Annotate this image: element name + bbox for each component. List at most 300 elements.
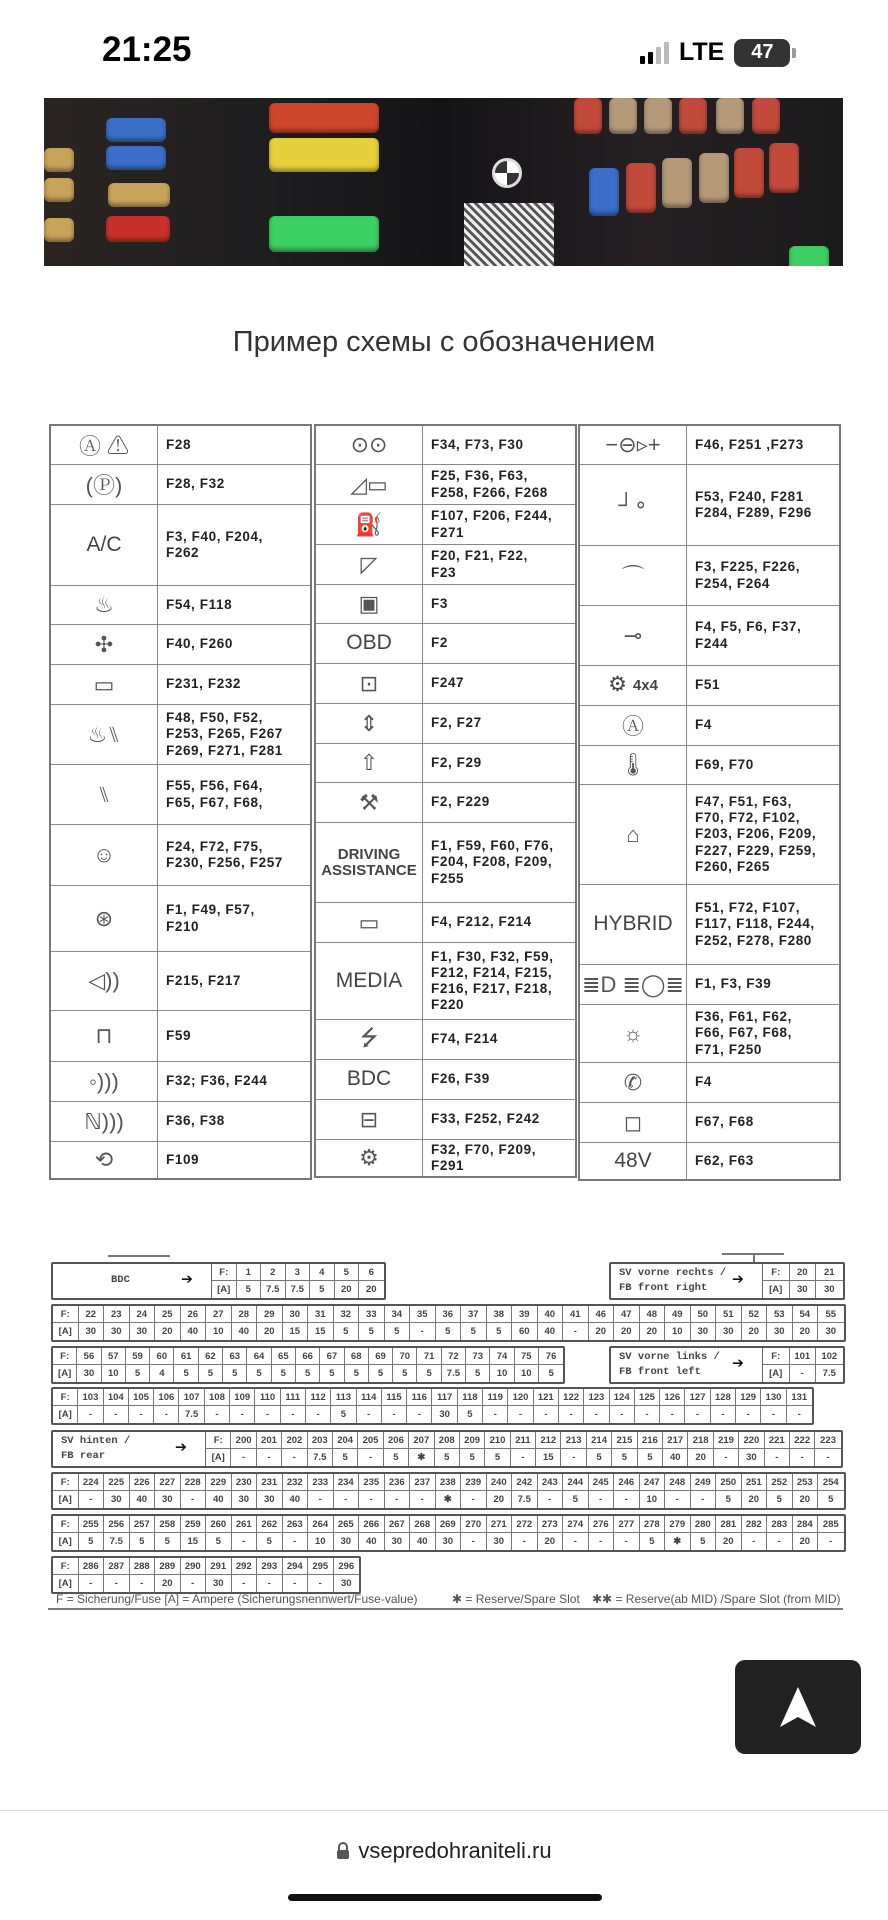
bmw-logo-icon bbox=[492, 158, 522, 188]
fuse-number: 63 bbox=[223, 1348, 246, 1365]
fuse-number: 236 bbox=[385, 1474, 410, 1491]
fuse-ampere: ✱ bbox=[443, 1494, 452, 1505]
fuse-block-sv-front-right bbox=[609, 1262, 845, 1300]
fuse-ampere: 15 bbox=[187, 1536, 199, 1547]
fuse-ampere: 5 bbox=[232, 1368, 238, 1379]
rear-defrost-icon: ▭ bbox=[93, 671, 115, 697]
fuse-column bbox=[257, 1558, 283, 1592]
fuse-number-label: F: bbox=[763, 1348, 789, 1365]
fuse-ampere: - bbox=[164, 1409, 168, 1420]
fuse-column bbox=[179, 1389, 204, 1423]
fuse-number: 242 bbox=[512, 1474, 537, 1491]
fuse-column bbox=[385, 1516, 411, 1550]
fuse-column bbox=[487, 1516, 513, 1550]
legend-row bbox=[316, 1140, 575, 1176]
fuse-ampere: 5 bbox=[183, 1368, 189, 1379]
rearview-mirror-icon: ⊓ bbox=[95, 1023, 113, 1048]
legend-symbol bbox=[51, 705, 158, 764]
block-name: SV vorne rechts / FB front right bbox=[619, 1266, 727, 1294]
legend-row bbox=[51, 952, 310, 1011]
divider bbox=[753, 1253, 755, 1262]
fuse-number: 210 bbox=[485, 1432, 509, 1449]
fuse-column bbox=[308, 1306, 334, 1340]
fuse-number: 101 bbox=[790, 1348, 816, 1365]
fuse-shape bbox=[44, 148, 74, 172]
fuse-column bbox=[283, 1306, 309, 1340]
fuse-header-column bbox=[53, 1558, 79, 1592]
legend-row bbox=[51, 1142, 310, 1178]
fuse-ampere: - bbox=[594, 1409, 598, 1420]
fuse-ampere: 5 bbox=[319, 1284, 325, 1295]
legend-row bbox=[316, 943, 575, 1020]
fuse-ampere: 5 bbox=[467, 1409, 473, 1420]
fuse-number: 33 bbox=[359, 1306, 384, 1323]
legend-symbol bbox=[316, 1020, 423, 1059]
fuse-shape bbox=[752, 98, 780, 134]
fuse-column bbox=[79, 1558, 105, 1592]
fuse-ampere: 5 bbox=[647, 1452, 653, 1463]
fuse-ampere: - bbox=[544, 1409, 548, 1420]
fuse-column bbox=[154, 1389, 179, 1423]
legend-fuse-list: F231, F232 bbox=[166, 676, 242, 692]
fuse-number: 212 bbox=[536, 1432, 560, 1449]
fuse-column bbox=[306, 1389, 331, 1423]
fuse-ampere: 40 bbox=[136, 1494, 148, 1505]
legend-fuse-list: F26, F39 bbox=[431, 1071, 490, 1087]
legend-row bbox=[580, 426, 839, 465]
fuse-ampere: 20 bbox=[365, 1284, 377, 1295]
fuse-ampere: 5 bbox=[377, 1368, 384, 1379]
fuse-ampere: 5 bbox=[266, 1536, 272, 1547]
legend-symbol bbox=[51, 586, 158, 624]
fuse-ampere: 5 bbox=[572, 1494, 578, 1505]
fuse-ampere: - bbox=[670, 1409, 674, 1420]
fuse-ampere: 30 bbox=[340, 1578, 352, 1589]
legend-symbol bbox=[51, 665, 158, 704]
fuse-column bbox=[310, 1264, 335, 1298]
fuse-header-column bbox=[53, 1516, 79, 1550]
legend-symbol bbox=[51, 825, 158, 885]
fuse-number: 115 bbox=[382, 1389, 406, 1406]
fuse-column bbox=[538, 1474, 564, 1508]
fuse-number: 281 bbox=[716, 1516, 741, 1533]
fuse-ampere: - bbox=[826, 1452, 830, 1463]
legend-symbol bbox=[316, 1100, 423, 1139]
fuse-ampere: - bbox=[752, 1536, 756, 1547]
fuse-column bbox=[563, 1306, 589, 1340]
fuse-ampere: 20 bbox=[595, 1326, 607, 1337]
fuse-ampere: 30 bbox=[136, 1326, 148, 1337]
fuse-number: 276 bbox=[589, 1516, 614, 1533]
fuse-column bbox=[685, 1389, 710, 1423]
socket-plug-icon: −⊖▹+ bbox=[605, 432, 661, 457]
fuse-ampere: - bbox=[521, 1452, 525, 1463]
fuse-column bbox=[79, 1474, 105, 1508]
fuse-shape bbox=[644, 98, 672, 134]
fuse-number: 205 bbox=[358, 1432, 382, 1449]
legend-row bbox=[316, 783, 575, 823]
legend-fuse-list: F55, F56, F64, F65, F67, F68, bbox=[166, 778, 263, 810]
fuse-shape bbox=[609, 98, 637, 134]
fuse-column bbox=[272, 1348, 296, 1382]
fuse-ampere: 7.5 bbox=[266, 1284, 280, 1295]
fuse-ampere: 30 bbox=[161, 1494, 173, 1505]
fuse-column bbox=[490, 1348, 514, 1382]
fuse-column bbox=[155, 1306, 181, 1340]
fuse-column bbox=[384, 1432, 409, 1466]
fuse-ampere: - bbox=[240, 1409, 244, 1420]
legend-symbol bbox=[316, 1060, 423, 1099]
image-caption: Пример схемы с обозначением bbox=[232, 326, 656, 358]
fuse-column bbox=[223, 1348, 247, 1382]
fuse-number: 67 bbox=[320, 1348, 343, 1365]
keyless-signal-icon: ◦))) bbox=[89, 1068, 119, 1094]
fuse-number: 296 bbox=[334, 1558, 360, 1575]
fuse-ampere: 30 bbox=[825, 1326, 837, 1337]
fuse-ampere: 30 bbox=[722, 1326, 734, 1337]
fuse-column bbox=[640, 1306, 666, 1340]
fuse-ampere: 5 bbox=[402, 1368, 408, 1379]
fuse-ampere: - bbox=[777, 1536, 781, 1547]
fuse-ampere: - bbox=[829, 1536, 833, 1547]
fuse-column bbox=[663, 1432, 688, 1466]
nfc-icon: ℕ))) bbox=[84, 1108, 124, 1134]
fuse-ampere: - bbox=[369, 1494, 373, 1505]
fuse-number: 108 bbox=[205, 1389, 229, 1406]
ampere-label: [A] bbox=[58, 1409, 72, 1420]
legend-fuse-list: F2 bbox=[431, 635, 448, 651]
fuse-ampere: 20 bbox=[161, 1578, 173, 1589]
fuse-number: 266 bbox=[359, 1516, 384, 1533]
legend-fuse-list: F28, F32 bbox=[166, 476, 225, 492]
legend-fuse-list: F74, F214 bbox=[431, 1031, 498, 1047]
fuse-column bbox=[257, 1432, 282, 1466]
fuse-ampere: 4 bbox=[159, 1368, 165, 1379]
fuse-ampere: - bbox=[645, 1409, 649, 1420]
fuse-number: 256 bbox=[104, 1516, 129, 1533]
fuse-number: 35 bbox=[410, 1306, 435, 1323]
fuse-number: 109 bbox=[230, 1389, 254, 1406]
lock-icon bbox=[336, 1842, 350, 1860]
legend-row bbox=[51, 1011, 310, 1062]
auto-hold-icon: Ⓐ bbox=[621, 714, 644, 739]
fuse-column bbox=[691, 1306, 717, 1340]
fuse-number: 209 bbox=[460, 1432, 484, 1449]
fuse-shape bbox=[699, 153, 729, 203]
symbol-label: HYBRID bbox=[593, 912, 673, 936]
legend-fuse-list: F67, F68 bbox=[695, 1114, 754, 1130]
fuse-column bbox=[206, 1306, 232, 1340]
fuse-column bbox=[78, 1389, 103, 1423]
fuse-column bbox=[561, 1432, 586, 1466]
legend-symbol bbox=[51, 505, 158, 585]
fuse-column bbox=[466, 1348, 490, 1382]
legend-symbol bbox=[51, 765, 158, 824]
legend-symbol bbox=[580, 1063, 687, 1102]
fuse-number-label: F: bbox=[53, 1348, 76, 1365]
fuse-shape bbox=[662, 158, 692, 208]
fuse-header-column bbox=[53, 1389, 78, 1423]
fuse-shape bbox=[626, 163, 656, 213]
fuse-number: 28 bbox=[232, 1306, 257, 1323]
fuse-ampere: 40 bbox=[365, 1536, 377, 1547]
fuse-number: 5 bbox=[335, 1264, 359, 1281]
fuse-number: 51 bbox=[716, 1306, 741, 1323]
fuse-ampere: - bbox=[599, 1536, 603, 1547]
qr-code-sticker bbox=[464, 203, 554, 266]
fuse-number: 270 bbox=[461, 1516, 486, 1533]
fuse-ampere: - bbox=[293, 1578, 297, 1589]
legend-column bbox=[49, 424, 312, 1180]
fuse-ampere: 15 bbox=[289, 1326, 301, 1337]
seat-adjust-display-icon: ▣ bbox=[358, 591, 380, 616]
fuse-ampere: 5 bbox=[596, 1452, 602, 1463]
fuse-block-sv-front-left bbox=[609, 1346, 845, 1384]
fuse-ampere: - bbox=[771, 1409, 776, 1420]
fuse-ampere: - bbox=[420, 1326, 424, 1337]
fuse-number: 118 bbox=[458, 1389, 482, 1406]
fuse-column bbox=[232, 1306, 258, 1340]
fuse-ampere: 30 bbox=[439, 1409, 450, 1420]
fuse-number: 269 bbox=[436, 1516, 461, 1533]
fuse-number: 25 bbox=[155, 1306, 180, 1323]
legend-symbol bbox=[51, 625, 158, 664]
fuse-column bbox=[487, 1306, 513, 1340]
fuse-ampere: - bbox=[318, 1578, 322, 1589]
fuse-column bbox=[205, 1389, 230, 1423]
fuse-ampere: - bbox=[191, 1578, 195, 1589]
fuse-number: 292 bbox=[232, 1558, 257, 1575]
fuse-number: 254 bbox=[818, 1474, 844, 1491]
ampere-label: [A] bbox=[769, 1368, 783, 1379]
fuse-column bbox=[257, 1306, 283, 1340]
fuse-ampere: 5 bbox=[304, 1368, 311, 1379]
fuse-ampere: 40 bbox=[212, 1494, 224, 1505]
home-indicator[interactable] bbox=[288, 1894, 602, 1901]
legend-symbol bbox=[580, 606, 687, 665]
fuse-column bbox=[130, 1516, 156, 1550]
fuse-column bbox=[77, 1348, 101, 1382]
ampere-label: [A] bbox=[58, 1578, 72, 1589]
fuse-number-label: F: bbox=[763, 1264, 789, 1281]
legend-row bbox=[51, 665, 310, 705]
fuse-number: 278 bbox=[640, 1516, 665, 1533]
fuse-block-row7 bbox=[51, 1556, 361, 1594]
fuse-ampere: 5 bbox=[725, 1494, 731, 1505]
fuse-number: 50 bbox=[691, 1306, 716, 1323]
fuse-column bbox=[130, 1306, 156, 1340]
fuse-number: 120 bbox=[508, 1389, 532, 1406]
fuse-number: 53 bbox=[767, 1306, 792, 1323]
legend-symbol bbox=[51, 426, 158, 464]
fuse-number: 223 bbox=[815, 1432, 840, 1449]
fuse-number: 24 bbox=[130, 1306, 155, 1323]
fuse-ampere: 5 bbox=[164, 1536, 170, 1547]
fuse-number: 59 bbox=[126, 1348, 149, 1365]
fuse-ampere: - bbox=[344, 1494, 348, 1505]
fuse-column bbox=[281, 1389, 306, 1423]
symbol-label: 4x4 bbox=[632, 676, 658, 694]
fuse-ampere: 5 bbox=[475, 1368, 481, 1379]
fuse-block-row1 bbox=[51, 1304, 846, 1342]
fuse-number: 104 bbox=[104, 1389, 128, 1406]
legend-fuse-list: F2, F229 bbox=[431, 794, 490, 810]
legend-row bbox=[51, 426, 310, 465]
legend-row bbox=[580, 706, 839, 746]
scroll-to-top-button[interactable] bbox=[735, 1660, 861, 1754]
fuse-ampere: 5 bbox=[469, 1452, 475, 1463]
fuse-number: 26 bbox=[181, 1306, 206, 1323]
fuse-ampere: - bbox=[624, 1536, 628, 1547]
legend-row bbox=[580, 1103, 839, 1143]
fuse-number: 286 bbox=[79, 1558, 104, 1575]
symbol-label: A/C bbox=[86, 532, 122, 556]
fuse-number: 121 bbox=[534, 1389, 558, 1406]
fuse-number: 203 bbox=[308, 1432, 332, 1449]
fuse-box-photo bbox=[44, 98, 843, 266]
fuse-ampere: - bbox=[569, 1409, 573, 1420]
fuse-column bbox=[257, 1516, 283, 1550]
legend-symbol bbox=[51, 1011, 158, 1061]
fuse-ampere: 5 bbox=[496, 1326, 502, 1337]
fuse-ampere: - bbox=[316, 1409, 320, 1420]
fuse-column bbox=[369, 1348, 393, 1382]
fuse-column bbox=[359, 1264, 384, 1298]
legend-fuse-list: F4 bbox=[695, 717, 712, 733]
legend-symbol bbox=[316, 783, 423, 822]
legend-fuse-list: F4, F212, F214 bbox=[431, 914, 532, 930]
fuse-number: 293 bbox=[257, 1558, 282, 1575]
legend-fuse-list: F3 bbox=[431, 595, 448, 611]
legend-row bbox=[316, 545, 575, 585]
legend-symbol bbox=[580, 666, 687, 705]
fuse-number: 258 bbox=[155, 1516, 180, 1533]
fuse-number-label: F: bbox=[53, 1389, 77, 1406]
fuse-number: 224 bbox=[79, 1474, 104, 1491]
fuse-ampere: - bbox=[265, 1409, 270, 1420]
fuse-shape bbox=[679, 98, 707, 134]
fuse-number: 213 bbox=[561, 1432, 585, 1449]
fuse-block-row3 bbox=[51, 1387, 814, 1425]
legend-symbol bbox=[580, 746, 687, 784]
fuse-ampere: - bbox=[215, 1409, 219, 1420]
arrow-right-icon: ➔ bbox=[180, 1269, 193, 1293]
legend-fuse-list: F46, F251 ,F273 bbox=[695, 436, 804, 452]
fuse-column bbox=[308, 1432, 333, 1466]
fuse-ampere: - bbox=[291, 1409, 295, 1420]
ampere-label: [A] bbox=[58, 1368, 72, 1379]
fuse-column bbox=[104, 1516, 130, 1550]
fuse-column bbox=[247, 1348, 271, 1382]
legend-row bbox=[580, 666, 839, 706]
fuse-number: 1 bbox=[237, 1264, 261, 1281]
fuse-column bbox=[335, 1264, 360, 1298]
fuse-column bbox=[460, 1432, 485, 1466]
fuse-number: 289 bbox=[155, 1558, 180, 1575]
fuse-number: 102 bbox=[816, 1348, 843, 1365]
fuse-number: 107 bbox=[179, 1389, 203, 1406]
fuse-ampere: - bbox=[599, 1494, 603, 1505]
fuse-number: 48 bbox=[640, 1306, 665, 1323]
fuse-column bbox=[129, 1389, 154, 1423]
fuse-column bbox=[739, 1432, 764, 1466]
fuse-ampere: 20 bbox=[263, 1326, 275, 1337]
fuse-ampere: 7.5 bbox=[822, 1368, 836, 1379]
fuse-ampere: - bbox=[139, 1409, 143, 1420]
fuse-number: 255 bbox=[79, 1516, 104, 1533]
fuse-shape bbox=[269, 103, 379, 133]
fuse-column bbox=[104, 1474, 130, 1508]
divider bbox=[48, 1608, 843, 1610]
fuse-number: 37 bbox=[461, 1306, 486, 1323]
fuse-ampere: 5 bbox=[353, 1368, 359, 1379]
fuse-number: 251 bbox=[742, 1474, 767, 1491]
fuse-column bbox=[308, 1516, 334, 1550]
fuse-number: 244 bbox=[563, 1474, 588, 1491]
legend-symbol bbox=[316, 704, 423, 743]
fuse-ampere: 30 bbox=[442, 1536, 454, 1547]
arrow-up-icon bbox=[778, 1685, 818, 1729]
fuse-number: 31 bbox=[308, 1306, 333, 1323]
legend-row bbox=[316, 664, 575, 704]
fuse-number: 66 bbox=[296, 1348, 319, 1365]
fuse-number: 201 bbox=[257, 1432, 281, 1449]
fuse-number: 215 bbox=[612, 1432, 636, 1449]
sunroof-icon: ◿▭ bbox=[350, 471, 388, 497]
fuse-number: 238 bbox=[436, 1474, 461, 1491]
fuse-ampere: 30 bbox=[340, 1536, 352, 1547]
fuse-number: 204 bbox=[333, 1432, 357, 1449]
legend-row bbox=[316, 704, 575, 744]
legend-fuse-list: F62, F63 bbox=[695, 1152, 754, 1168]
legend-fuse-list: F107, F206, F244, F271 bbox=[431, 508, 553, 540]
fuse-ampere: - bbox=[292, 1452, 296, 1463]
fuse-shape bbox=[269, 216, 379, 252]
fuse-ampere: 30 bbox=[391, 1536, 403, 1547]
fuse-number: 65 bbox=[272, 1348, 295, 1365]
legend-row bbox=[580, 546, 839, 606]
fuse-ampere: 7.5 bbox=[313, 1452, 327, 1463]
fuse-number: 20 bbox=[790, 1264, 816, 1281]
fuse-column bbox=[232, 1516, 258, 1550]
fuse-column bbox=[385, 1474, 411, 1508]
legend-symbol bbox=[316, 505, 423, 544]
fuse-ampere: 5 bbox=[828, 1494, 834, 1505]
fuse-column bbox=[79, 1516, 105, 1550]
fuse-number: 125 bbox=[635, 1389, 659, 1406]
fuse-ampere: 30 bbox=[83, 1368, 95, 1379]
legend-fuse-list: F36, F61, F62, F66, F67, F68, F71, F250 bbox=[695, 1009, 792, 1057]
battery-level: 47 bbox=[734, 39, 790, 67]
fuse-column bbox=[409, 1432, 434, 1466]
fuse-number: 287 bbox=[104, 1558, 129, 1575]
fuse-column bbox=[815, 1432, 840, 1466]
symbol-label: DRIVING ASSISTANCE bbox=[321, 845, 417, 879]
headlights-icon: ≣D ≣◯≣ bbox=[582, 971, 684, 997]
fuse-column bbox=[334, 1306, 360, 1340]
fuse-number: 111 bbox=[281, 1389, 305, 1406]
fuse-column bbox=[665, 1516, 691, 1550]
start-stop-icon: ⟲ bbox=[94, 1147, 114, 1172]
address-bar[interactable] bbox=[0, 1838, 888, 1864]
fuse-number: 248 bbox=[665, 1474, 690, 1491]
fuse-number: 235 bbox=[359, 1474, 384, 1491]
fuse-column bbox=[257, 1474, 283, 1508]
fuse-number: 34 bbox=[385, 1306, 410, 1323]
rear-heater-icon: ♨ bbox=[94, 592, 114, 617]
fuse-column bbox=[793, 1474, 819, 1508]
fuse-column bbox=[296, 1348, 320, 1382]
